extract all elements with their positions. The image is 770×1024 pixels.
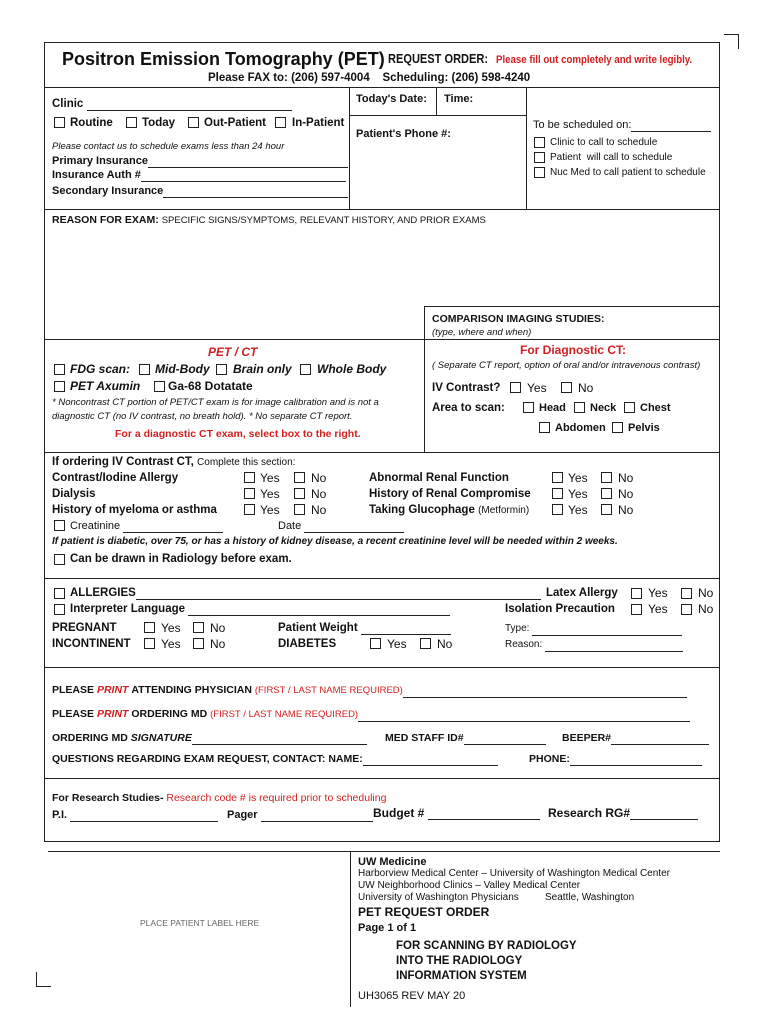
crop-mark-top-right	[724, 34, 739, 49]
isolation-no: No	[698, 602, 714, 616]
dialysis-label: Dialysis	[52, 488, 96, 500]
area-to-scan-label: Area to scan:	[432, 402, 505, 414]
brain-label: Brain only	[233, 362, 292, 376]
pregnant-yes: Yes	[161, 621, 181, 635]
patient-call-label: Patient will call to schedule	[550, 152, 673, 163]
myeloma-yes: Yes	[260, 503, 280, 517]
wholebody-label: Whole Body	[317, 362, 387, 376]
isolation-label: Isolation Precaution	[505, 603, 615, 615]
dialysis-yes-checkbox[interactable]	[244, 488, 255, 499]
footer-line-1: Harborview Medical Center – University of Washington Medical Center	[358, 868, 670, 879]
renal-comp-yes: Yes	[568, 487, 588, 501]
divider-physician	[44, 667, 720, 668]
contrast-heading: If ordering IV Contrast CT, Complete this section:	[52, 456, 296, 468]
interpreter-field[interactable]	[188, 603, 450, 616]
scan-line-1: FOR SCANNING BY RADIOLOGY	[396, 940, 577, 952]
interpreter-label: Interpreter Language	[70, 602, 450, 616]
diabetes-yes: Yes	[387, 637, 407, 651]
iv-contrast-no: No	[578, 381, 594, 395]
creatinine-date-field[interactable]	[304, 520, 404, 533]
wholebody-checkbox[interactable]	[300, 364, 311, 375]
budget-field[interactable]	[428, 807, 540, 820]
latex-yes-checkbox[interactable]	[631, 588, 642, 599]
scan-line-3: INFORMATION SYSTEM	[396, 970, 527, 982]
schedule-date-field[interactable]	[631, 119, 711, 132]
request-order-label: REQUEST ORDER:	[388, 51, 489, 66]
pregnant-yes-checkbox[interactable]	[144, 622, 155, 633]
renal-comp-no: No	[618, 487, 634, 501]
beeper: BEEPER#	[562, 731, 709, 745]
incontinent-yes-checkbox[interactable]	[144, 638, 155, 649]
dialysis-no-checkbox[interactable]	[294, 488, 305, 499]
isolation-type: Type:	[505, 622, 682, 636]
comparison-label: COMPARISON IMAGING STUDIES:	[432, 313, 605, 325]
patients-phone-label: Patient's Phone #:	[356, 128, 451, 140]
outpatient-checkbox[interactable]	[188, 117, 199, 128]
divider-date	[349, 115, 526, 116]
attending-physician: PLEASE PRINT ATTENDING PHYSICIAN (FIRST / LAST NAME REQUIRED)	[52, 683, 687, 698]
primary-insurance-field[interactable]	[148, 155, 348, 168]
neck-checkbox[interactable]	[574, 402, 585, 413]
diabetes-label: DIABETES	[278, 638, 337, 650]
chest-checkbox[interactable]	[624, 402, 635, 413]
to-be-scheduled: To be scheduled on:	[533, 118, 711, 132]
divider-research	[44, 778, 720, 779]
allergy-yes: Yes	[260, 471, 280, 485]
todays-date-label: Today's Date:	[356, 93, 427, 105]
clinic-field[interactable]	[87, 98, 292, 111]
myeloma-label: History of myeloma or asthma	[52, 504, 217, 516]
iv-contrast-label: IV Contrast?	[432, 382, 501, 394]
divider-reason	[44, 209, 720, 210]
pregnant-no: No	[210, 621, 226, 635]
creatinine-label: Creatinine	[70, 519, 223, 533]
neck-label: Neck	[590, 402, 617, 414]
pet-request-order: PET REQUEST ORDER	[358, 905, 490, 919]
nucmed-call-checkbox[interactable]	[534, 167, 545, 178]
pelvis-label: Pelvis	[628, 422, 660, 434]
signature-field[interactable]	[192, 732, 367, 745]
renal-comp-yes-checkbox[interactable]	[552, 488, 563, 499]
research-heading: For Research Studies- Research code # is required prior to scheduling	[52, 792, 387, 804]
petct-title: PET / CT	[208, 345, 258, 359]
pager-field[interactable]	[261, 809, 373, 822]
isolation-reason-field[interactable]	[545, 639, 683, 652]
incontinent-yes: Yes	[161, 637, 181, 651]
med-staff: MED STAFF ID#	[385, 731, 546, 745]
chest-label: Chest	[640, 402, 671, 414]
renal-fn-yes: Yes	[568, 471, 588, 485]
pregnant-label: PREGNANT	[52, 622, 117, 634]
contact-note: Please contact us to schedule exams less than 24 hour	[52, 141, 285, 152]
today-checkbox[interactable]	[126, 117, 137, 128]
glucophage-yes-checkbox[interactable]	[552, 504, 563, 515]
latex-no: No	[698, 586, 714, 600]
md-signature: ORDERING MD SIGNATURE	[52, 731, 367, 745]
inpatient-checkbox[interactable]	[275, 117, 286, 128]
divider-contrast	[44, 452, 720, 453]
glucophage-yes: Yes	[568, 503, 588, 517]
comparison-sub: (type, where and when)	[432, 327, 532, 338]
diabetes-no: No	[437, 637, 453, 651]
renal-function-label: Abnormal Renal Function	[369, 472, 509, 484]
isolation-type-field[interactable]	[532, 623, 682, 636]
page-number: Page 1 of 1	[358, 922, 417, 934]
outpatient-label: Out-Patient	[204, 117, 266, 129]
iv-contrast-yes-checkbox[interactable]	[510, 382, 521, 393]
allergy-no-checkbox[interactable]	[294, 472, 305, 483]
diabetes-no-checkbox[interactable]	[420, 638, 431, 649]
secondary-insurance: Secondary Insurance	[52, 184, 348, 198]
renal-compromise-label: History of Renal Compromise	[369, 488, 531, 500]
secondary-insurance-field[interactable]	[163, 185, 348, 198]
head-checkbox[interactable]	[523, 402, 534, 413]
insurance-auth-field[interactable]	[141, 169, 346, 182]
crop-mark-bottom-left	[36, 972, 51, 987]
reason-heading: REASON FOR EXAM: SPECIFIC SIGNS/SYMPTOMS, RELEVANT HISTORY, AND PRIOR EXAMS	[52, 214, 486, 226]
pi-label: P.I.	[52, 808, 218, 822]
divider-clinic-v	[349, 87, 350, 209]
abdomen-label: Abdomen	[555, 422, 606, 434]
isolation-yes-checkbox[interactable]	[631, 604, 642, 615]
divider-footer-v	[350, 851, 351, 1007]
staff-id-field[interactable]	[464, 732, 546, 745]
divider-header	[44, 87, 720, 88]
ga68-checkbox[interactable]	[154, 381, 165, 392]
questions-contact: QUESTIONS REGARDING EXAM REQUEST, CONTACT: NAME:	[52, 752, 498, 766]
glucophage-no-checkbox[interactable]	[601, 504, 612, 515]
diabetes-yes-checkbox[interactable]	[370, 638, 381, 649]
brain-checkbox[interactable]	[216, 364, 227, 375]
latex-label: Latex Allergy	[546, 587, 618, 599]
petct-note-2: diagnostic CT (no IV contrast, no breath hold). * No separate CT report.	[52, 411, 353, 422]
allergies-label: ALLERGIES	[70, 586, 541, 600]
form-title: Positron Emission Tomography (PET)	[62, 49, 385, 69]
interpreter-checkbox[interactable]	[54, 604, 65, 615]
patient-label-area: PLACE PATIENT LABEL HERE	[140, 918, 260, 928]
dialysis-no: No	[311, 487, 327, 501]
beeper-field[interactable]	[611, 732, 709, 745]
creatinine-date-label: Date	[278, 519, 404, 533]
scan-line-2: INTO THE RADIOLOGY	[396, 955, 523, 967]
myeloma-yes-checkbox[interactable]	[244, 504, 255, 515]
routine-label: Routine	[70, 117, 113, 129]
primary-insurance: Primary Insurance	[52, 154, 348, 168]
contact-phone-field[interactable]	[570, 753, 702, 766]
header-instruction: Please fill out completely and write legibly.	[496, 54, 693, 66]
diagct-title: For Diagnostic CT:	[520, 343, 627, 357]
head-label: Head	[539, 402, 566, 414]
clinic-call-label: Clinic to call to schedule	[550, 137, 658, 148]
divider-time-v	[526, 87, 527, 209]
allergies-field[interactable]	[136, 587, 541, 600]
renal-comp-no-checkbox[interactable]	[601, 488, 612, 499]
revision: UH3065 REV MAY 20	[358, 990, 466, 1002]
divider-date-v	[436, 87, 437, 115]
divider-footer	[48, 851, 720, 852]
glucophage-label: Taking Glucophage (Metformin)	[369, 504, 530, 516]
creatinine-field[interactable]	[123, 520, 223, 533]
divider-comparison-v	[424, 306, 425, 452]
weight-label: Patient Weight	[278, 621, 451, 635]
nucmed-call-label: Nuc Med to call patient to schedule	[550, 167, 706, 178]
myeloma-no-checkbox[interactable]	[294, 504, 305, 515]
contrast-allergy-label: Contrast/Iodine Allergy	[52, 472, 179, 484]
diag-ct-note: For a diagnostic CT exam, select box to the right.	[115, 428, 361, 440]
attending-physician-field[interactable]	[403, 685, 687, 698]
uw-medicine: UW Medicine	[358, 856, 427, 868]
pregnant-no-checkbox[interactable]	[193, 622, 204, 633]
allergy-no: No	[311, 471, 327, 485]
incontinent-no-checkbox[interactable]	[193, 638, 204, 649]
time-label: Time:	[444, 93, 474, 105]
glucophage-no: No	[618, 503, 634, 517]
myeloma-no: No	[311, 503, 327, 517]
incontinent-label: INCONTINENT	[52, 638, 131, 650]
axumin-checkbox[interactable]	[54, 381, 65, 392]
pelvis-checkbox[interactable]	[612, 422, 623, 433]
inpatient-label: In-Patient	[292, 117, 345, 129]
dialysis-yes: Yes	[260, 487, 280, 501]
routine-checkbox[interactable]	[54, 117, 65, 128]
midbody-checkbox[interactable]	[139, 364, 150, 375]
footer-line-3: University of Washington Physicians	[358, 892, 519, 903]
isolation-no-checkbox[interactable]	[681, 604, 692, 615]
ga68-label: Ga-68 Dotatate	[168, 379, 253, 393]
isolation-reason: Reason:	[505, 638, 683, 652]
renal-fn-no-checkbox[interactable]	[601, 472, 612, 483]
contact-name-field[interactable]	[363, 753, 498, 766]
isolation-yes: Yes	[648, 602, 668, 616]
clinic-label: Clinic	[52, 97, 292, 111]
pager-label: Pager	[227, 808, 373, 822]
today-label: Today	[142, 117, 176, 129]
diabetic-note: If patient is diabetic, over 75, or has a history of kidney disease, a recent creatinine level will be needed within 2 weeks.	[52, 536, 618, 547]
research-rg-field[interactable]	[630, 807, 698, 820]
weight-field[interactable]	[361, 622, 451, 635]
drawn-label: Can be drawn in Radiology before exam.	[70, 553, 292, 565]
creatinine-checkbox[interactable]	[54, 520, 65, 531]
divider-patient	[44, 578, 720, 579]
footer-line-2: UW Neighborhood Clinics – Valley Medical Center	[358, 880, 581, 891]
drawn-checkbox[interactable]	[54, 554, 65, 565]
insurance-auth: Insurance Auth #	[52, 168, 346, 182]
research-rg-label: Research RG#	[548, 806, 698, 820]
divider-petct	[44, 339, 720, 340]
allergies-checkbox[interactable]	[54, 588, 65, 599]
fax-scheduling: Please FAX to: (206) 597-4004 Scheduling: (206) 598-4240	[208, 72, 531, 84]
latex-yes: Yes	[648, 586, 668, 600]
iv-contrast-yes: Yes	[527, 381, 547, 395]
midbody-label: Mid-Body	[155, 362, 210, 376]
fdg-checkbox[interactable]	[54, 364, 65, 375]
patient-call-checkbox[interactable]	[534, 152, 545, 163]
abdomen-checkbox[interactable]	[539, 422, 550, 433]
renal-fn-no: No	[618, 471, 634, 485]
petct-note-1: * Noncontrast CT portion of PET/CT exam is for image calibration and is not a	[52, 397, 379, 408]
latex-no-checkbox[interactable]	[681, 588, 692, 599]
allergy-yes-checkbox[interactable]	[244, 472, 255, 483]
contact-phone: PHONE:	[529, 752, 702, 766]
incontinent-no: No	[210, 637, 226, 651]
budget-label: Budget #	[373, 806, 540, 820]
fdg-label: FDG scan:	[70, 362, 131, 376]
diagct-sub: ( Separate CT report, option of oral and/or intravenous contrast)	[432, 360, 701, 371]
pi-field[interactable]	[70, 809, 218, 822]
iv-contrast-no-checkbox[interactable]	[561, 382, 572, 393]
ordering-md: PLEASE PRINT ORDERING MD (FIRST / LAST NAME REQUIRED)	[52, 707, 690, 722]
reason-text-area[interactable]	[50, 228, 710, 308]
axumin-label: PET Axumin	[70, 379, 141, 393]
footer-line-3b: Seattle, Washington	[545, 892, 635, 903]
renal-fn-yes-checkbox[interactable]	[552, 472, 563, 483]
divider-comparison	[424, 306, 720, 307]
clinic-call-checkbox[interactable]	[534, 137, 545, 148]
ordering-md-field[interactable]	[358, 709, 690, 722]
